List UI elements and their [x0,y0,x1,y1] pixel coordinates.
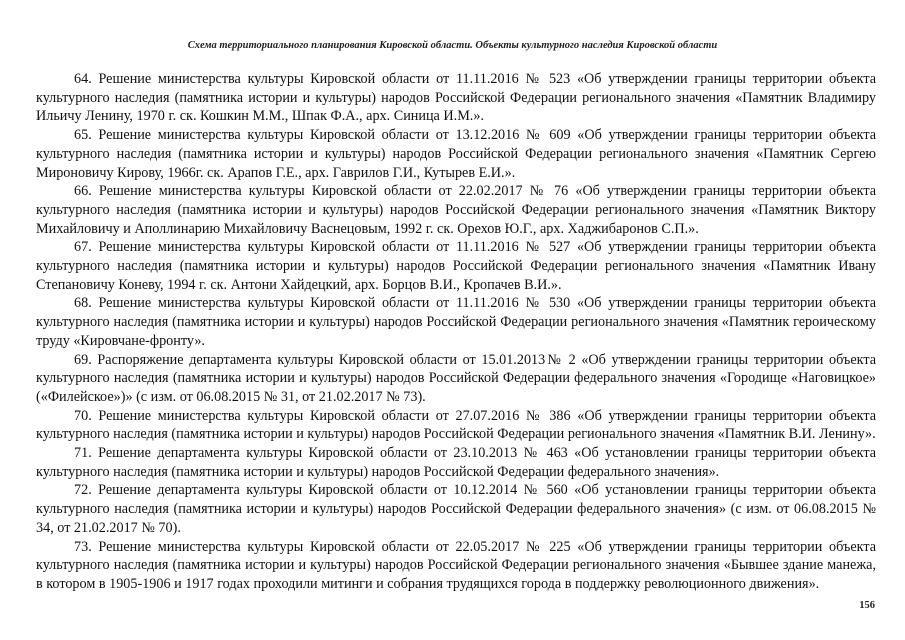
page-number: 156 [859,600,875,611]
paragraph-72: 72. Решение департамента культуры Кировской области от 10.12.2014 № 560 «Об установлении границы территории объекта культурного наследия (памятника истории и культуры) народов Российской Федерации федерального значения» (с изм. от 06.08.2015 № 34, от 21.02.2017 № 70). [36,482,876,536]
page-header: Схема территориального планирования Кировской области. Объекты культурного наследия Кировской области [187,40,718,51]
paragraph-65: 65. Решение министерства культуры Кировской области от 13.12.2016 № 609 «Об утверждении границы территории объекта культурного наследия (памятника истории и культуры) народов Российской Федерации регионального значения «Памятник Сергею Мироновичу Кирову, 1966г. ск. Арапов Г.Е., арх. Гаврилов Г.И., Кутырев Е.И.». [36,127,876,181]
paragraph-71: 71. Решение департамента культуры Кировской области от 23.10.2013 № 463 «Об установлении границы территории объекта культурного наследия (памятника истории и культуры) народов Российской Федерации федерального значения». [36,445,876,480]
paragraph-73: 73. Решение министерства культуры Кировской области от 22.05.2017 № 225 «Об утверждении границы территории объекта культурного наследия (памятника истории и культуры) народов Российской Федерации регионального значения «Бывшее здание манежа, в котором в 1905-1906 и 1917 годах проходили митинги и собрания трудящихся города в поддержку революционного движения». [36,538,876,592]
paragraph-64: 64. Решение министерства культуры Кировской области от 11.11.2016 № 523 «Об утверждении границы территории объекта культурного наследия (памятника истории и культуры) народов Российской Федерации регионального значения «Памятник Владимиру Ильичу Ленину, 1970 г. ск. Кошкин М.М., Шпак Ф.А., арх. Синица И.М.». [36,71,876,125]
paragraph-70: 70. Решение министерства культуры Кировской области от 27.07.2016 № 386 «Об утверждении границы территории объекта культурного наследия (памятника истории и культуры) народов Российской Федерации регионального значения «Памятник В.И. Ленину». [36,407,876,443]
paragraph-67: 67. Решение министерства культуры Кировской области от 11.11.2016 № 527 «Об утверждении границы территории объекта культурного наследия (памятника истории и культуры) народов Российской Федерации регионального значения «Памятник Ивану Степановичу Коневу, 1994 г. ск. Антони Хайдецкий, арх. Борцов В.И., Кропачев В.И.». [36,239,876,293]
paragraph-66: 66. Решение министерства культуры Кировской области от 22.02.2017 № 76 «Об утверждении границы территории объекта культурного наследия (памятника истории и культуры) народов Российской Федерации регионального значения «Памятник Виктору Михайловичу и Аполлинарию Михайловичу Васнецовым, 1992 г. ск. Орехов Ю.Г., арх. Хаджибаронов С.П.». [36,183,876,237]
paragraph-68: 68. Решение министерства культуры Кировской области от 11.11.2016 № 530 «Об утверждении границы территории объекта культурного наследия (памятника истории и культуры) народов Российской Федерации регионального значения «Памятник героическому труду «Кировчане-фронту». [36,295,876,349]
paragraph-69: 69. Распоряжение департамента культуры Кировской области от 15.01.2013№ 2 «Об утверждении границы территории объекта культурного наследия (памятника истории и культуры) народов Российской Федерации федерального значения «Городище «Наговицкое» («Филейское»)» (с изм. от 06.08.2015 № 31, от 21.02.2017 № 73). [36,351,876,405]
document-body [36,70,876,594]
